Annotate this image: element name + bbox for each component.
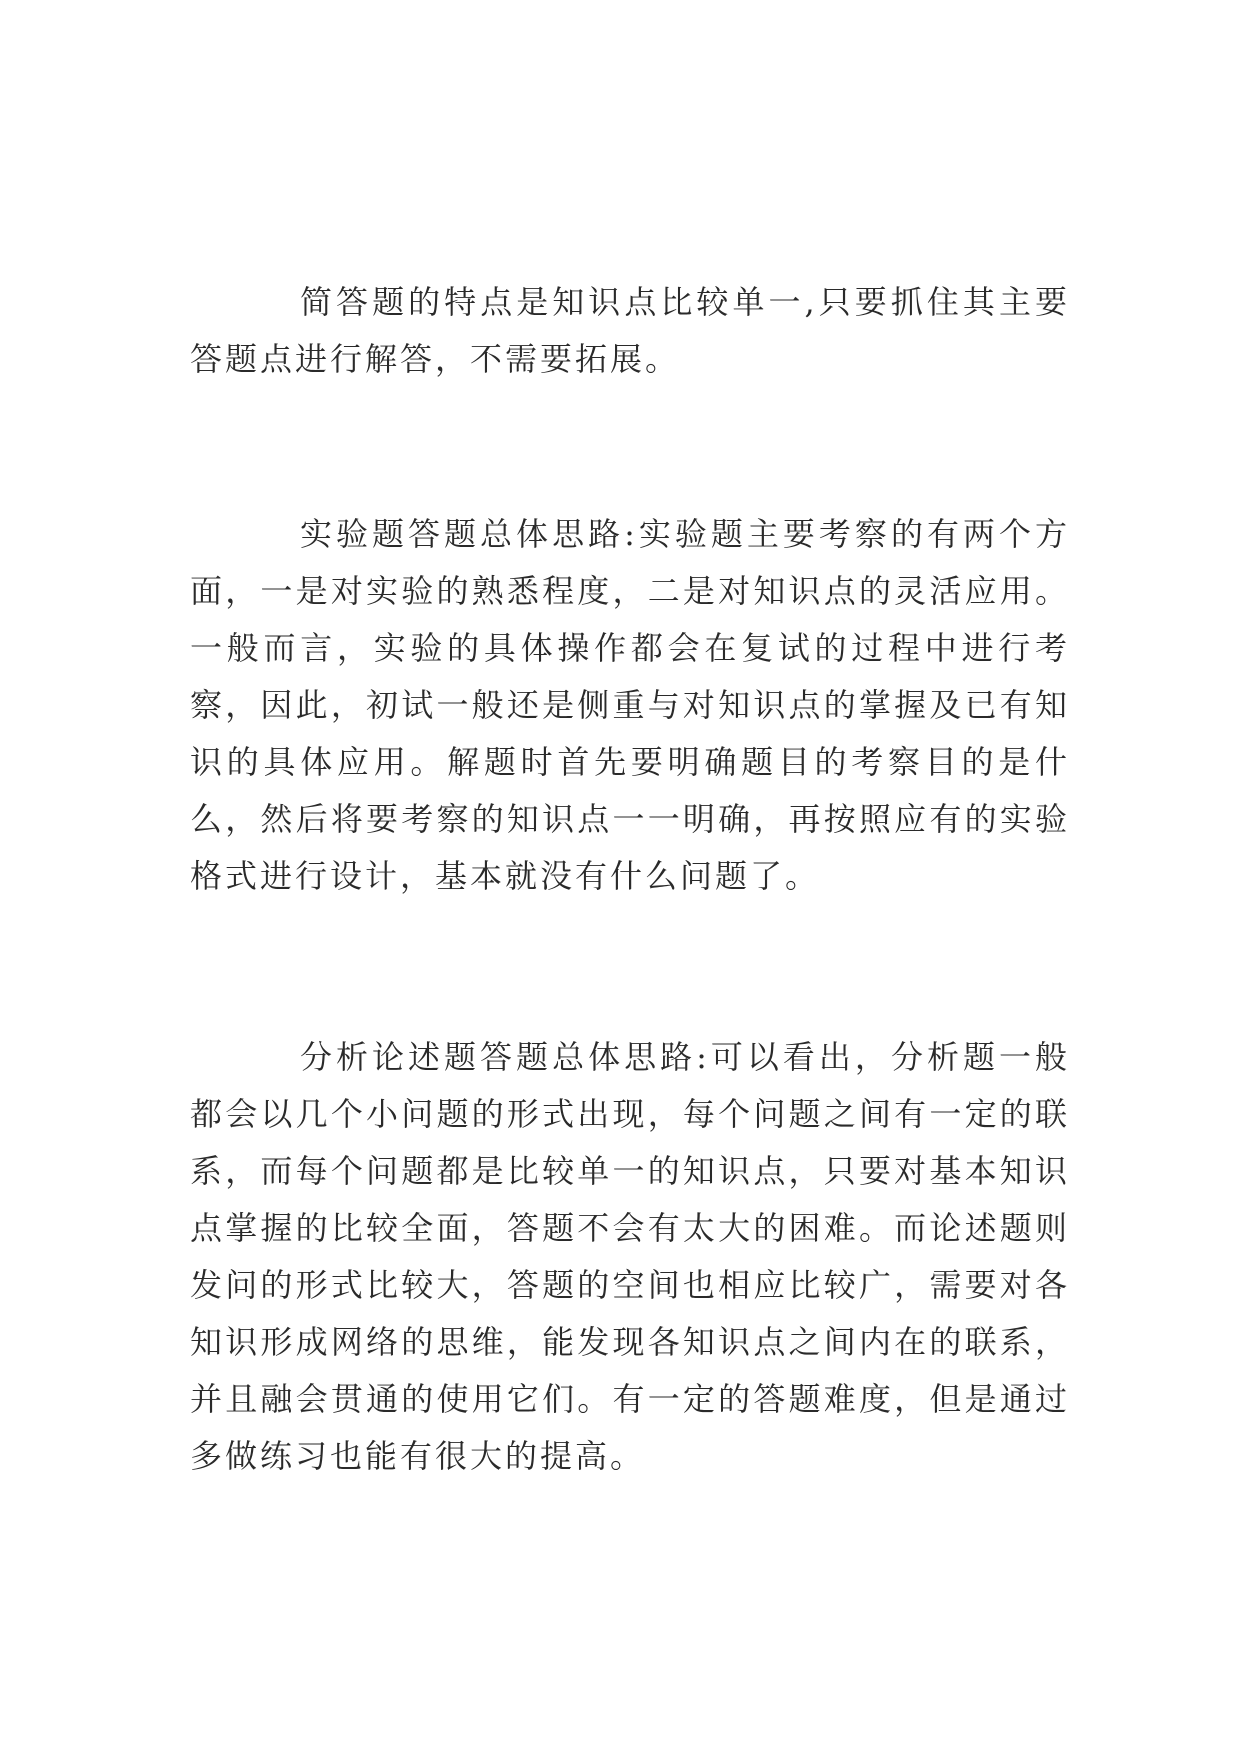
paragraph-short-answer: 简答题的特点是知识点比较单一,只要抓住其主要答题点进行解答，不需要拓展。 [190, 283, 1070, 378]
paragraph-experiment-question: 实验题答题总体思路:实验题主要考察的有两个方面，一是对实验的熟悉程度，二是对知识点的灵活应用。一般而言，实验的具体操作都会在复试的过程中进行考察，因此，初试一般还是侧重与对知识点的掌握及已有知识的具体应用。解题时首先要明确题目的考察目的是什么，然后将要考察的知识点一一明确，再按照应有的实验格式进行设计，基本就没有什么问题了。 [190, 515, 1070, 895]
paragraph-analysis-essay: 分析论述题答题总体思路:可以看出，分析题一般都会以几个小问题的形式出现，每个问题之间有一定的联系，而每个问题都是比较单一的知识点，只要对基本知识点掌握的比较全面，答题不会有太大的困难。而论述题则发问的形式比较大，答题的空间也相应比较广，需要对各知识形成网络的思维，能发现各知识点之间内在的联系，并且融会贯通的使用它们。有一定的答题难度，但是通过多做练习也能有很大的提高。 [190, 1038, 1070, 1475]
